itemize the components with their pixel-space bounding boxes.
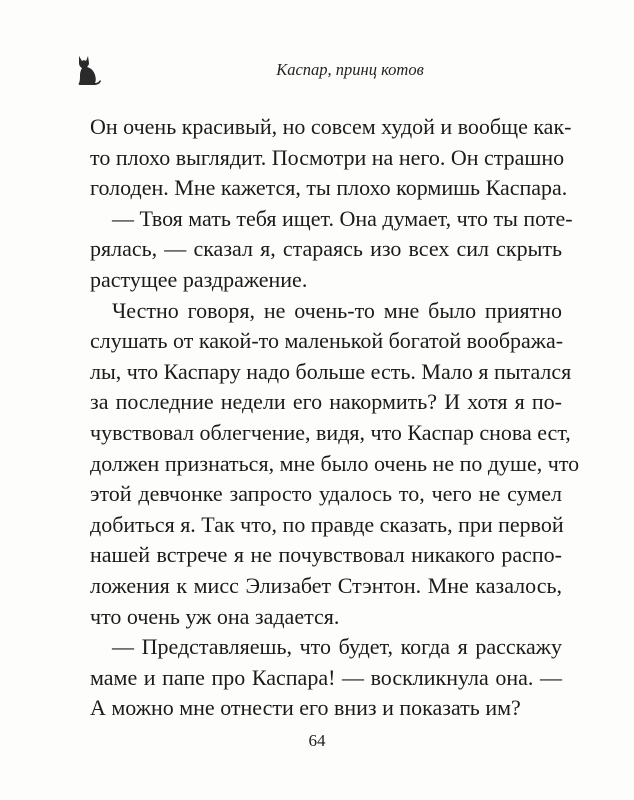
text-line: рялась, — сказал я, стараясь изо всех сил скрыть bbox=[90, 236, 562, 262]
cat-silhouette-icon bbox=[74, 54, 102, 86]
running-title: Каспар, принц котов bbox=[276, 60, 424, 79]
text-line: нашей встрече я не почувствовал никакого распо- bbox=[90, 542, 562, 568]
paragraph-2 bbox=[90, 204, 573, 296]
text-line: голоден. Мне кажется, ты плохо кормишь Каспара. bbox=[90, 175, 568, 201]
text-line: слушать от какой-то маленькой богатой вообража- bbox=[90, 328, 564, 354]
text-line: Честно говоря, не очень-то мне было приятно bbox=[112, 297, 562, 323]
text-line: ложения к мисс Элизабет Стэнтон. Мне казалось, bbox=[90, 572, 562, 598]
text-line: маме и папе про Каспара! — воскликнула она. — bbox=[90, 664, 562, 690]
text-line: должен признаться, мне было очень не по душе, что bbox=[90, 450, 580, 476]
body-text bbox=[90, 112, 580, 724]
text-line: за последние недели его накормить? И хотя я по- bbox=[90, 389, 562, 415]
text-line: чувствовал облегчение, видя, что Каспар снова ест, bbox=[90, 419, 571, 445]
text-line: Он очень красивый, но совсем худой и вообще как- bbox=[90, 114, 572, 139]
text-line: — Представляешь, что будет, когда я расскажу bbox=[112, 634, 562, 660]
paragraph-4 bbox=[90, 632, 562, 724]
text-line: что очень уж она задается. bbox=[90, 603, 340, 629]
text-line: растущее раздражение. bbox=[90, 266, 308, 292]
paragraph-3 bbox=[90, 296, 580, 633]
text-line: этой девчонке запросто удалось то, чего не сумел bbox=[90, 481, 562, 507]
text-line: — Твоя мать тебя ищет. Она думает, что ты поте- bbox=[112, 205, 573, 231]
text-line: А можно мне отнести его вниз и показать им? bbox=[90, 695, 521, 721]
text-line: то плохо выглядит. Посмотри на него. Он страшно bbox=[90, 144, 565, 170]
text-line: добиться я. Так что, по правде сказать, при первой bbox=[90, 511, 564, 537]
text-line: лы, что Каспару надо больше есть. Мало я пытался bbox=[90, 358, 572, 384]
page-number: 64 bbox=[308, 731, 326, 750]
paragraph-1 bbox=[90, 112, 572, 204]
